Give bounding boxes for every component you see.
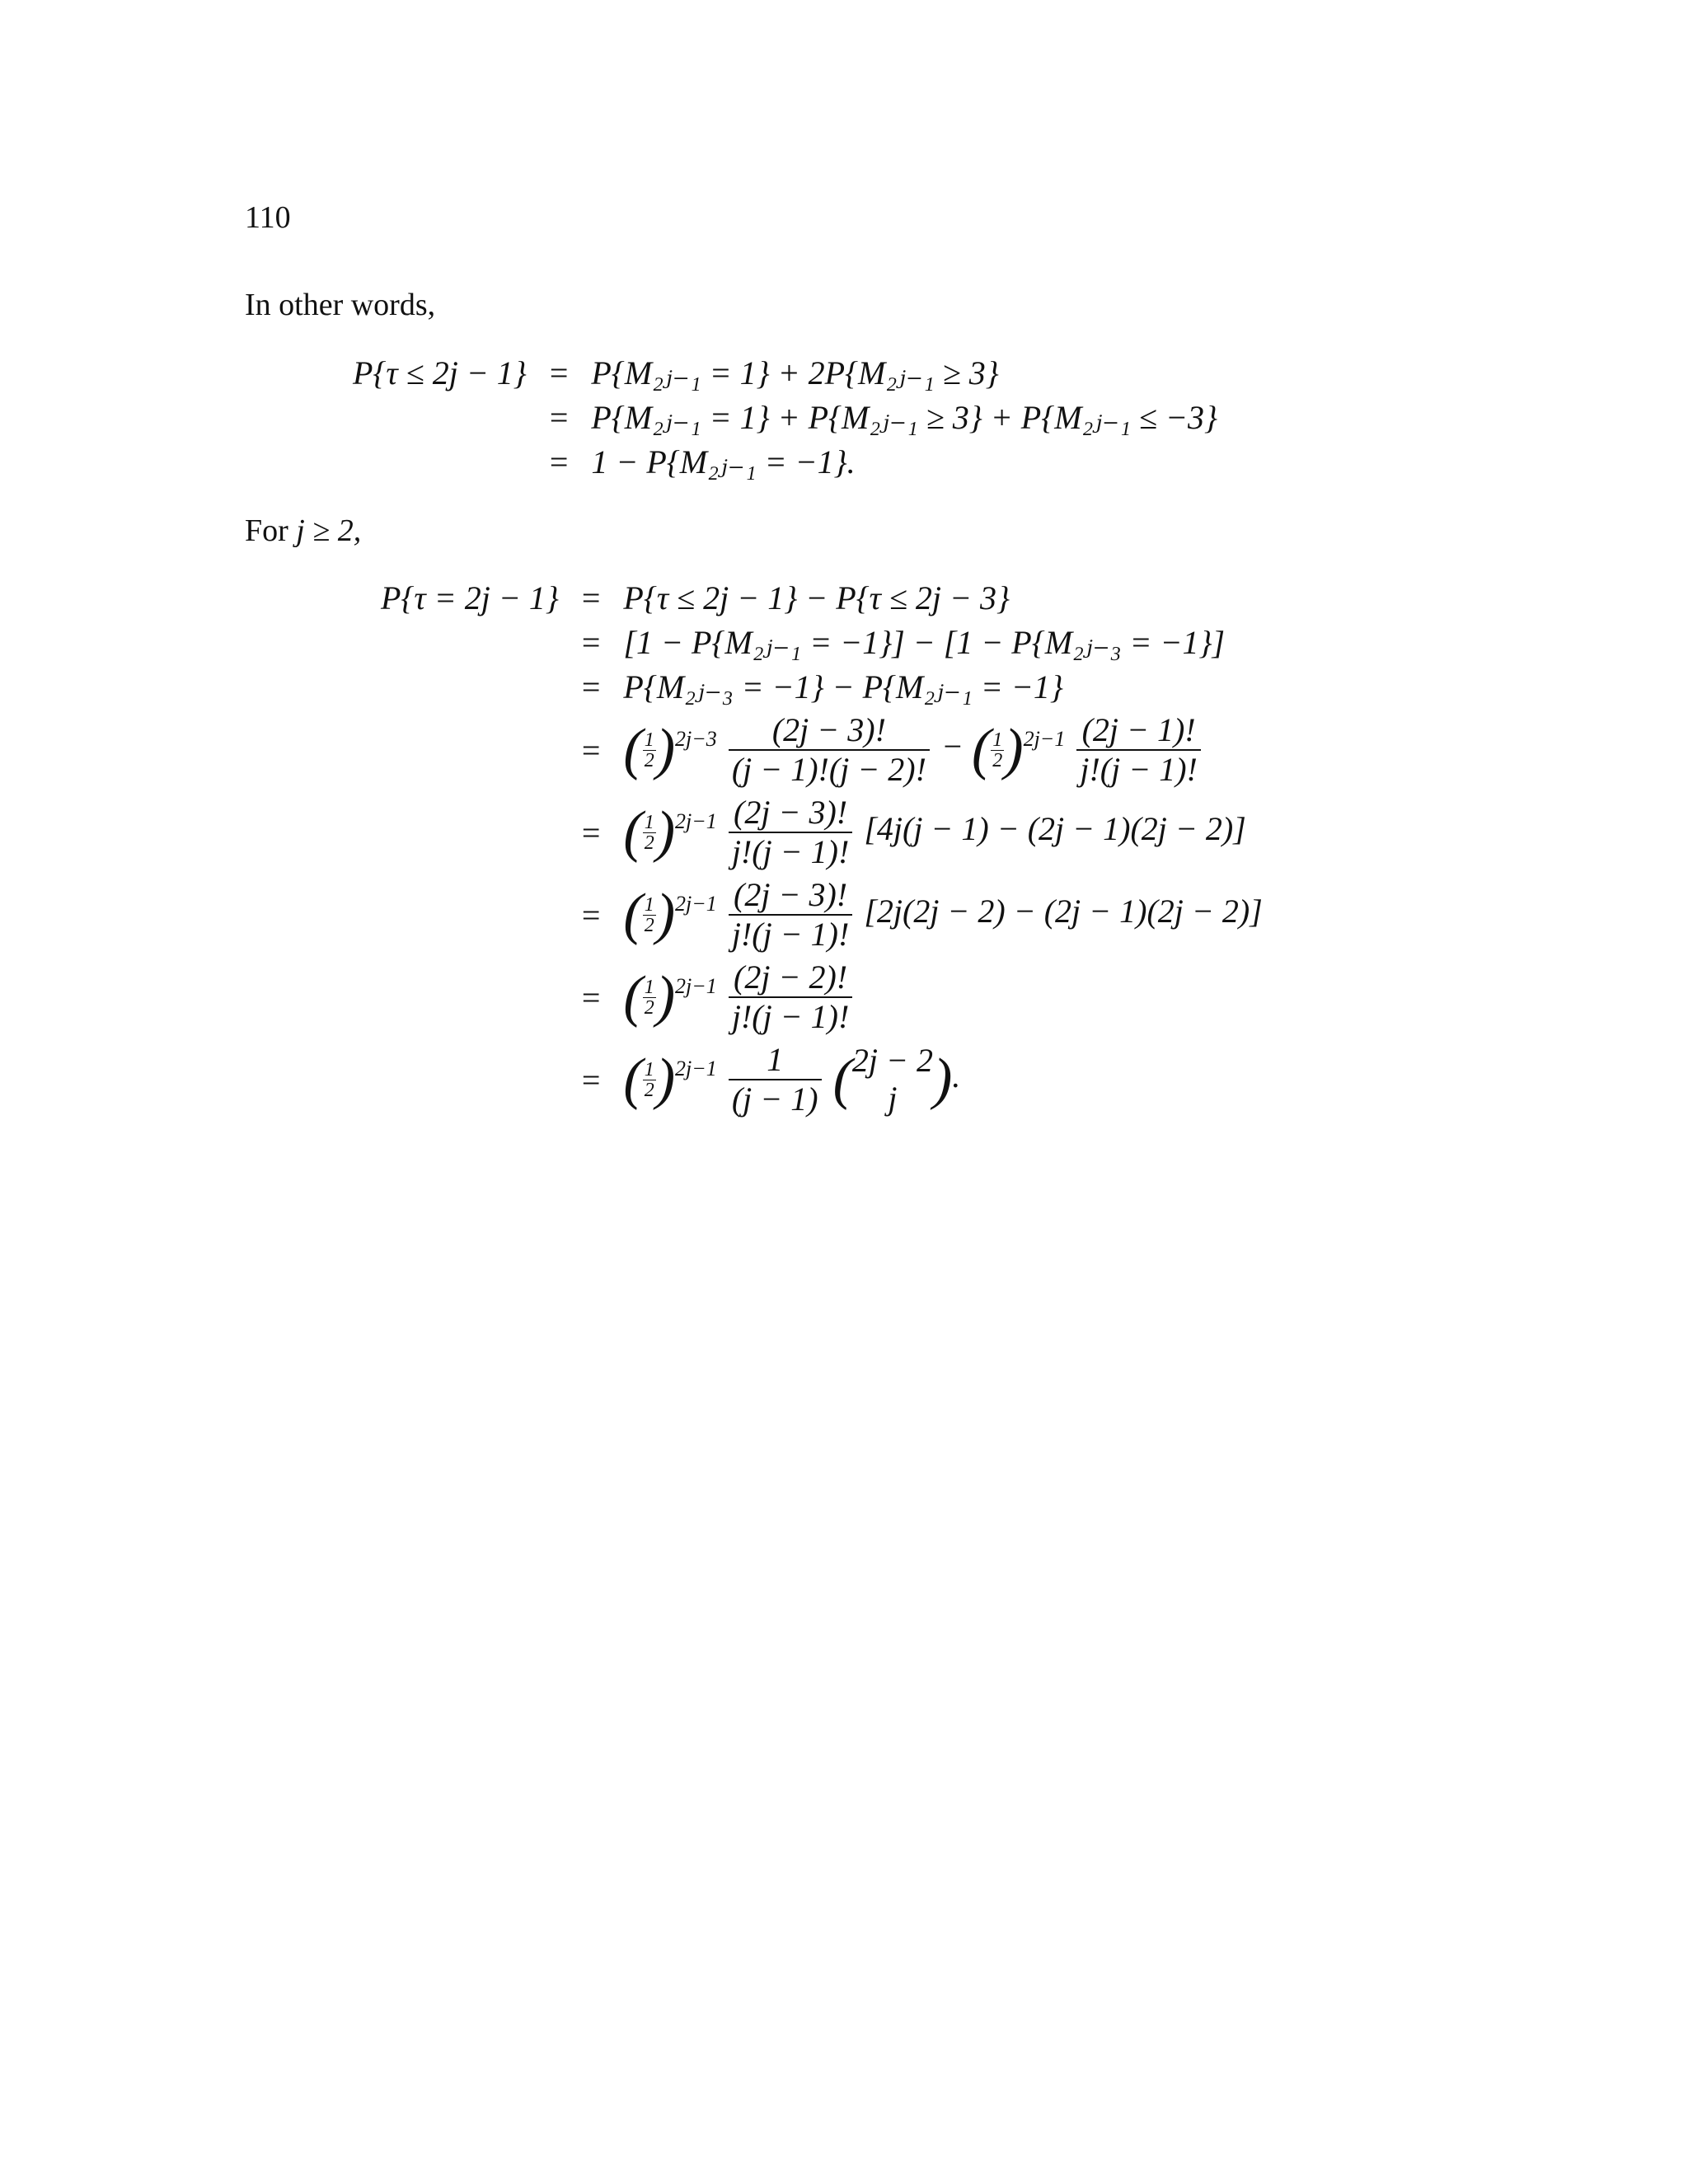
eq1-row-1: P{M₂ⱼ₋₁ = 1} + 2P{M₂ⱼ₋₁ ≥ 3} xyxy=(591,354,999,391)
eq1-lhs: P{τ ≤ 2j − 1} xyxy=(353,354,527,391)
eq2-row-1: P{τ ≤ 2j − 1} − P{τ ≤ 2j − 3} xyxy=(623,579,1010,616)
equation-block-2 xyxy=(381,575,1263,1121)
eq-sign: = xyxy=(581,896,601,934)
eq-sign: = xyxy=(581,579,601,616)
eq-sign: = xyxy=(581,813,601,851)
for-text xyxy=(245,513,361,549)
eq-sign: = xyxy=(581,978,601,1016)
eq2-row-8: ( $\frac{1}{2}$ )$^{2j-1}$ $\frac{1}{(j - 1)}$ ( 2j − 2 j ). xyxy=(623,1041,961,1118)
eq-sign: = xyxy=(581,623,601,661)
eq-sign: = xyxy=(581,668,601,705)
eq-sign: = xyxy=(549,443,569,480)
eq2-row-6: ( $\frac{1}{2}$ )$^{2j-1}$ $\frac{(2j - 3)!}{j!(j - 1)!}$ [2j(2j − 2) − (2j − 1)(2j − 2)] xyxy=(623,876,1263,953)
eq-sign: = xyxy=(549,354,569,391)
eq2-row-2: [1 − P{M₂ⱼ₋₁ = −1}] − [1 − P{M₂ⱼ₋₃ = −1}] xyxy=(623,623,1226,661)
eq2-row-5: ( $\frac{1}{2}$ )$^{2j-1}$ $\frac{(2j - 3)!}{j!(j - 1)!}$ [4j(j − 1) − (2j − 1)(2j − 2)] xyxy=(623,794,1246,870)
intro-text: In other words, xyxy=(245,288,436,322)
eq2-row-7: ( $\frac{1}{2}$ )$^{2j-1}$ $\frac{(2j - 2)!}{j!(j - 1)!}$ xyxy=(623,956,1262,1038)
page-number: 110 xyxy=(245,200,291,235)
equation-block-1 xyxy=(353,350,1217,484)
eq2-row-4: ( $\frac{1}{2}$ )$^{2j-3}$ $\frac{(2j - 3)!}{(j - 1)!(j - 2)!}$ − ( $\frac{1}{2}$ )$^{2j-1}$ $\frac{(2j - 1)!}{j!(j - 1)!}$ xyxy=(623,709,1262,791)
eq1-row-2: P{M₂ⱼ₋₁ = 1} + P{M₂ⱼ₋₁ ≥ 3} + P{M₂ⱼ₋₁ ≤ −3} xyxy=(591,398,1217,436)
eq-sign: = xyxy=(549,398,569,436)
eq-sign: = xyxy=(581,731,601,769)
eq-sign: = xyxy=(581,1061,601,1099)
eq2-row-3: P{M₂ⱼ₋₃ = −1} − P{M₂ⱼ₋₁ = −1} xyxy=(623,668,1063,705)
eq1-row-3: 1 − P{M₂ⱼ₋₁ = −1}. xyxy=(591,443,856,480)
for-word: For xyxy=(245,513,288,548)
eq2-lhs: P{τ = 2j − 1} xyxy=(381,579,559,616)
for-condition: j ≥ 2, xyxy=(296,513,362,548)
